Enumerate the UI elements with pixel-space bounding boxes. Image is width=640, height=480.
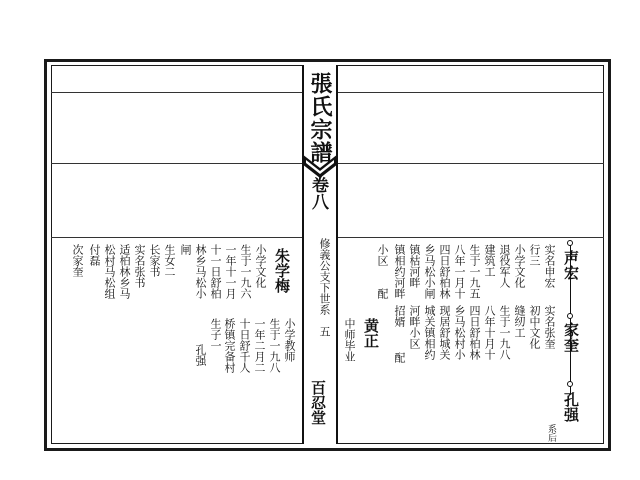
entry-col: 招婿 [393, 305, 406, 327]
entry-col: 生于一九八 [498, 305, 511, 360]
entry-col: 镇枯河畔 [408, 244, 421, 288]
left-entry-col: 孔强 [194, 344, 207, 366]
lineage-marker-1 [567, 240, 573, 246]
lineage-name-1: 声宏 [562, 250, 580, 280]
entry-col: 缝纫工 [513, 305, 526, 338]
hall-name: 百忍堂 [309, 380, 327, 425]
spouse-name: 黄正 [362, 318, 380, 348]
left-person-name: 朱学梅 [273, 248, 291, 293]
entry-col: 实名申宏 [543, 244, 556, 288]
left-entry-col: 生子一 [209, 318, 222, 351]
entry-col: 镇相约河畔 [393, 244, 406, 299]
entry-col: 退役军人 [498, 244, 511, 288]
left-entry-col: 一年二月二 [253, 318, 266, 373]
entry-col: 城关镇相约 [423, 305, 436, 360]
entry-col: 现居舒城关 [438, 305, 451, 360]
left-entry-col: 林乡马松小 [194, 244, 207, 299]
left-entry-col: 生于一九六 [239, 244, 252, 299]
spine-left-line [302, 65, 304, 444]
entry-col: 四日舒柏林 [438, 244, 451, 299]
lineage-note: 系后 [546, 424, 556, 442]
entry-col: 乡马松小闸 [423, 244, 436, 299]
entry-col: 四日舒柏林 [468, 305, 481, 360]
lineage-name-3: 孔强 [562, 392, 580, 422]
entry-col: 八年一月十 [453, 244, 466, 299]
left-entry-col: 闸 [179, 244, 192, 255]
child-col: 次家奎 [71, 244, 84, 277]
lineage-marker-2 [567, 313, 573, 319]
left-entry-col: 小学文化 [254, 244, 267, 288]
left-entry-col: 十日舒千人 [238, 318, 251, 373]
entry-col: 行三 [528, 244, 541, 266]
left-entry-col: 十一日舒柏 [209, 244, 222, 299]
entry-col: 生于一九五 [468, 244, 481, 299]
child-col: 实名张书 [133, 244, 146, 288]
left-entry-col: 一年十一月 [224, 244, 237, 299]
child-col: 付磊 [88, 244, 101, 266]
child-col: 适柏林乡马 [118, 244, 131, 299]
spouse-note: 中师毕业 [343, 318, 356, 362]
entry-col: 配 [393, 352, 406, 363]
entry-col: 小学文化 [513, 244, 526, 288]
entry-col: 实名张奎 [543, 305, 556, 349]
lineage-marker-3 [567, 381, 573, 387]
entry-col: 初中文化 [528, 305, 541, 349]
spine-right-line [336, 65, 338, 444]
left-entry-col: 小学教师 [283, 318, 296, 362]
book-title: 張氏宗譜 [307, 72, 333, 164]
child-col: 松村马松组 [103, 244, 116, 299]
lineage-subtitle: 修義公支下世系 五 [318, 238, 331, 337]
entry-col: 建筑工 [483, 244, 496, 277]
volume-label: 卷八 [308, 176, 328, 210]
child-col: 长家书 [148, 244, 161, 277]
entry-col: 河畔小区 [408, 305, 421, 349]
left-entry-col: 生于一九八 [268, 318, 281, 373]
entry-col: 八年十月十 [483, 305, 496, 360]
left-entry-col: 桥镇完备村 [223, 318, 236, 373]
lineage-name-2: 家奎 [562, 322, 580, 352]
entry-col: 小区 配 [376, 244, 389, 299]
child-col: 生女二 [163, 244, 176, 277]
entry-col: 乡马松村小 [453, 305, 466, 360]
